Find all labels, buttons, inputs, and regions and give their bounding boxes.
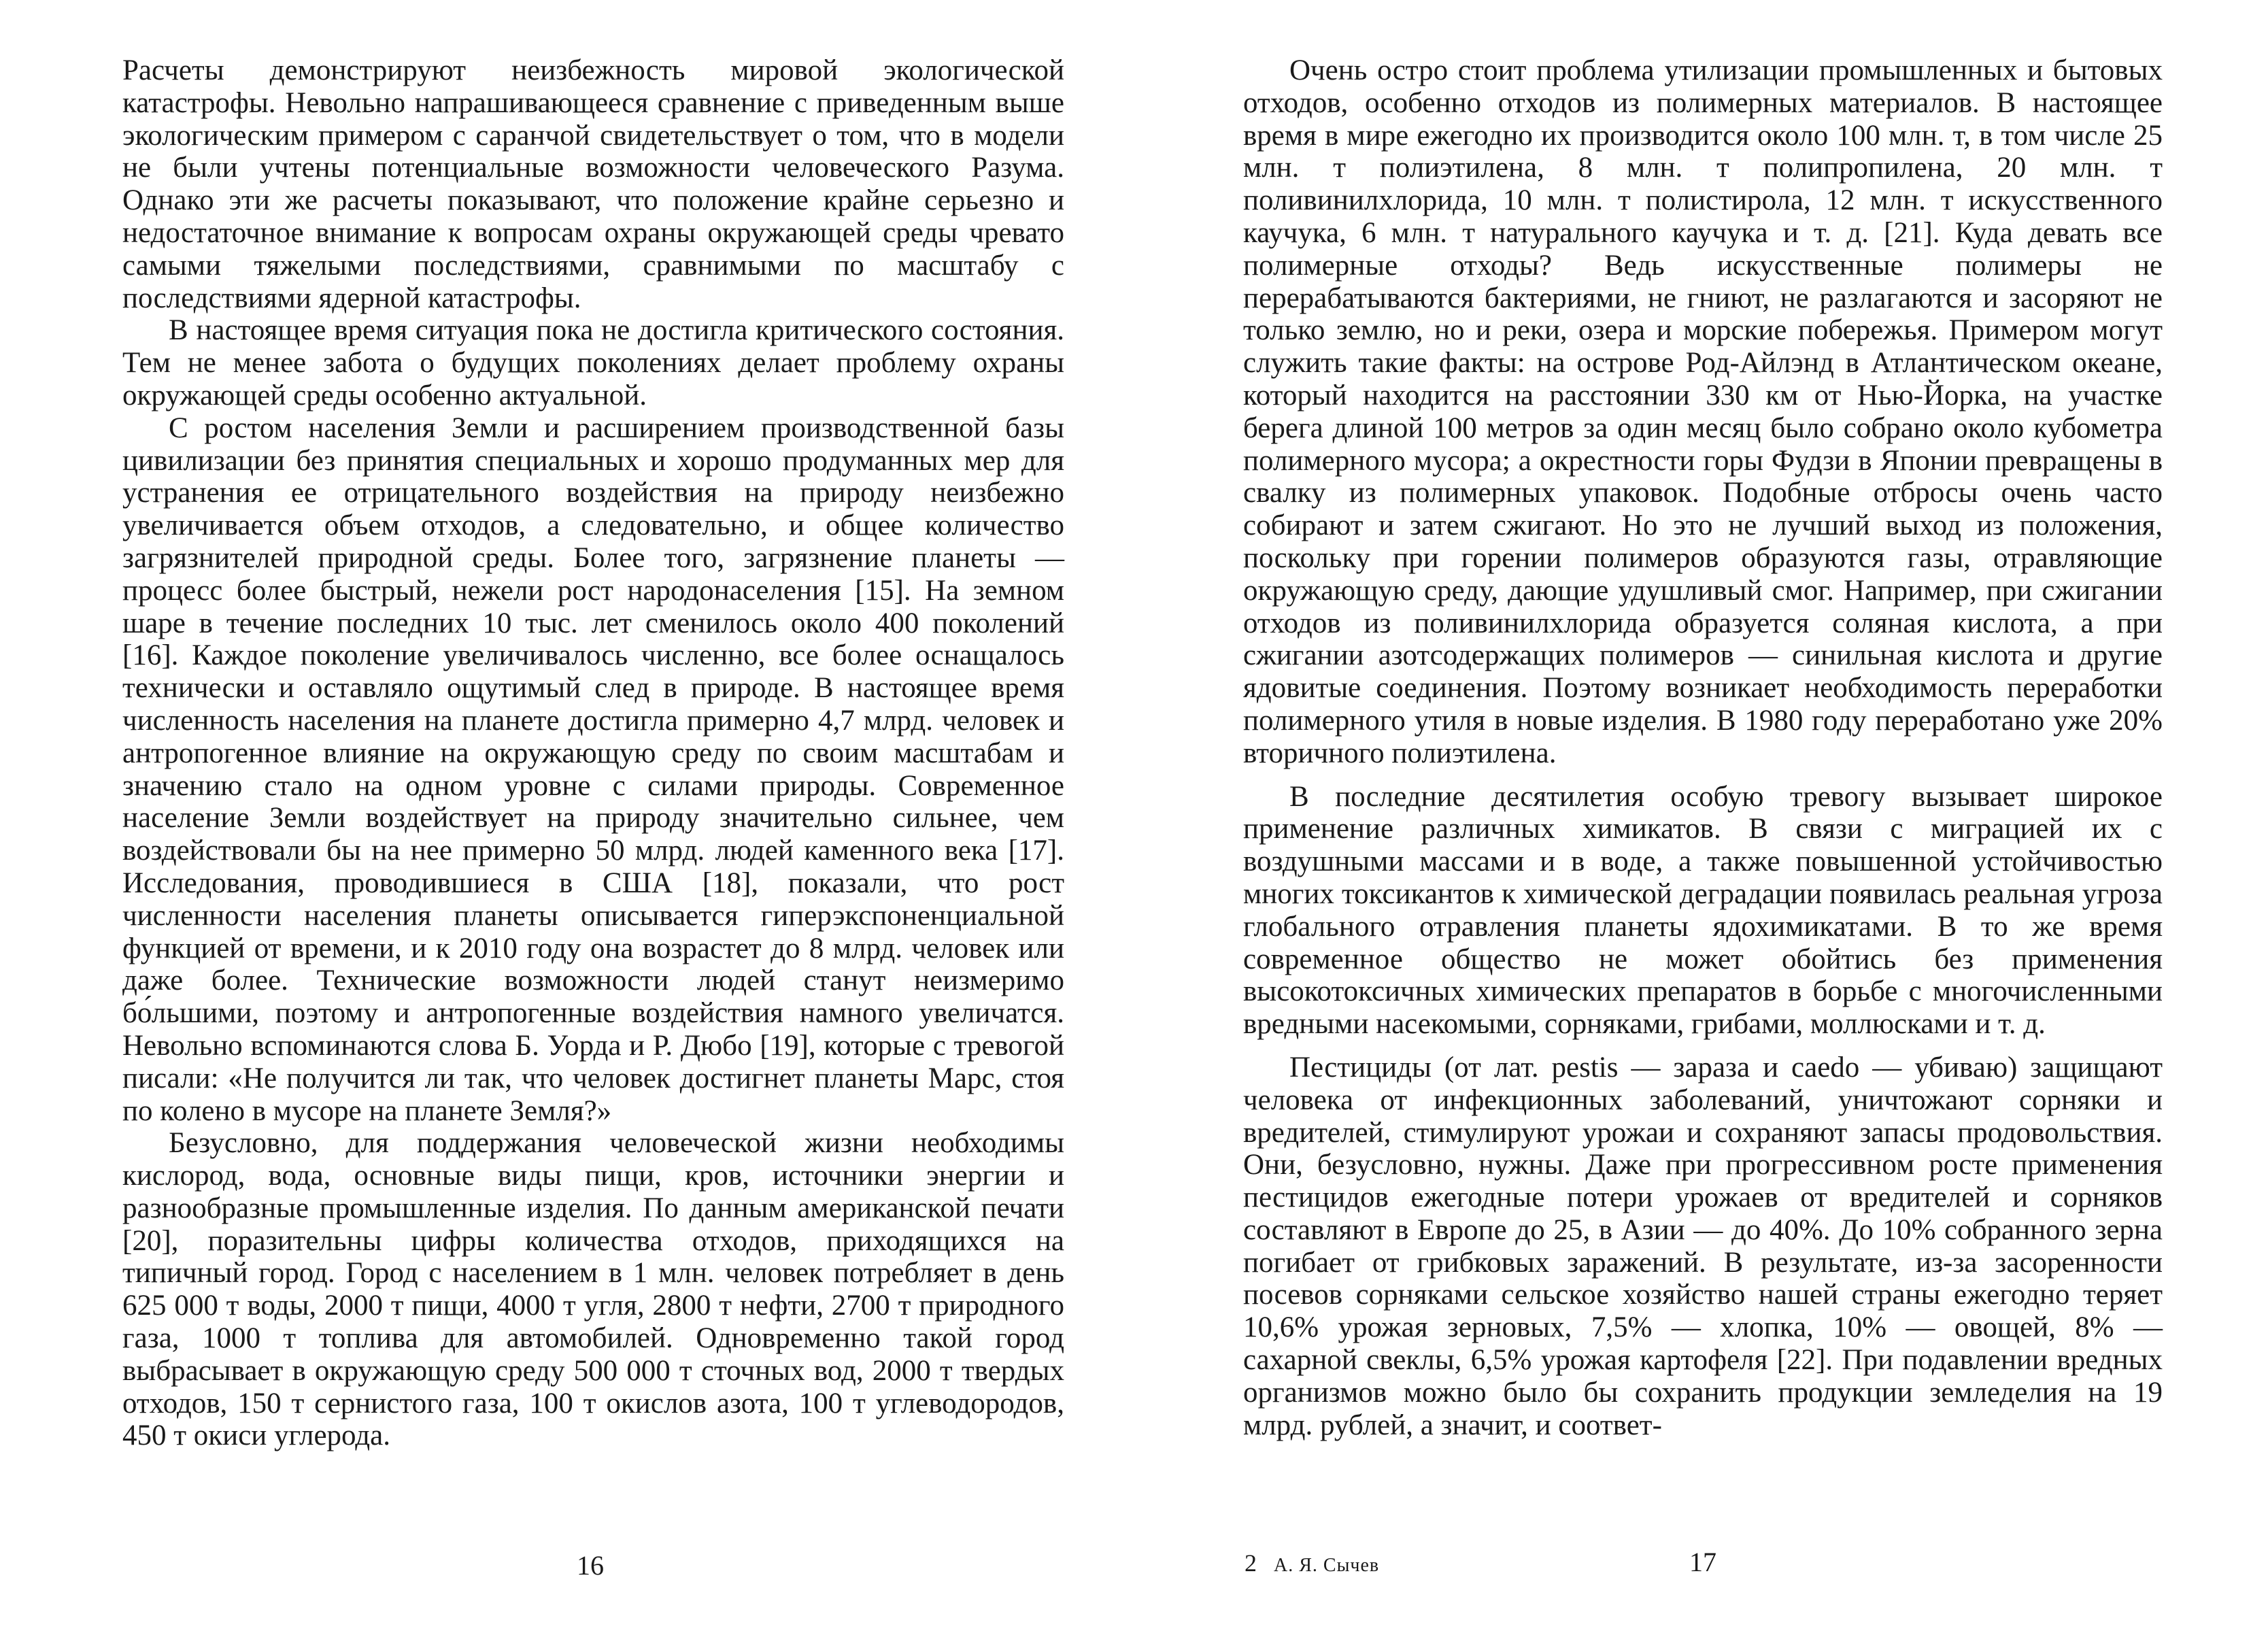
right-page-text	[1243, 54, 2163, 1441]
left-paragraph-2: В настоящее время ситуация пока не достигла критического состояния. Тем не менее забота о будущих поколениях делает проблему охраны окружающей среды особенно актуальной.	[122, 314, 1064, 412]
left-paragraph-4: Безусловно, для поддержания человеческой жизни необходимы кислород, вода, основные виды пищи, кров, источники энергии и разнообразные промышленные изделия. По данным американской печати [20], поразительны цифры количества отходов, приходящихся на типичный город. Город с населением в 1 млн. человек потребляет в день 625 000 т воды, 2000 т пищи, 4000 т угля, 2800 т нефти, 2700 т природного газа, 1000 т топлива для автомобилей. Одновременно такой город выбрасывает в окружающую среду 500 000 т сточных вод, 2000 т твердых отходов, 150 т сернистого газа, 100 т окислов азота, 100 т углеводородов, 450 т окиси углерода.	[122, 1127, 1064, 1452]
right-paragraph-2: В последние десятилетия особую тревогу вызывает широкое применение различных химикатов. В связи с миграцией их с воздушными массами и в воде, а также повышенной устойчивостью многих токсикантов к химической деградации появилась реальная угроза глобального отравления планеты ядохимикатами. В то же время современное общество не может обойтись без применения высокотоксичных химических препаратов в борьбе с многочисленными вредными насекомыми, сорняками, грибами, моллюсками и т. д.	[1243, 780, 2163, 1041]
left-paragraph-1: Расчеты демонстрируют неизбежность мировой экологической катастрофы. Невольно напрашивающееся сравнение с приведенным выше экологическим примером с саранчой свидетельствует о том, что в модели не были учтены потенциальные возможности человеческого Разума. Однако эти же расчеты показывают, что положение крайне серьезно и недостаточное внимание к вопросам охраны окружающей среды чревато самыми тяжелыми последствиями, сравнимыми по масштабу с последствиями ядерной катастрофы.	[122, 54, 1064, 314]
left-paragraph-3: С ростом населения Земли и расширением производственной базы цивилизации без принятия специальных и хорошо продуманных мер для устранения ее отрицательного воздействия на природу неизбежно увеличивается объем отходов, а следовательно, и общее количество загрязнителей природной среды. Более того, загрязнение планеты — процесс более быстрый, нежели рост народонаселения [15]. На земном шаре в течение последних 10 тыс. лет сменилось около 400 поколений [16]. Каждое поколение увеличивалось численно, все более оснащалось технически и оставляло ощутимый след в природе. В настоящее время численность населения на планете достигла примерно 4,7 млрд. человек и антропогенное влияние на окружающую среду по своим масштабам и значению стало на одном уровне с силами природы. Современное население Земли воздействует на природу значительно сильнее, чем воздействовали бы на нее примерно 50 млрд. людей каменного века [17]. Исследования, проводившиеся в США [18], показали, что рост численности населения планеты описывается гиперэкспоненциальной функцией от времени, и к 2010 году она возрастет до 8 млрд. человек или даже более. Технические возможности людей станут неизмеримо бо́льшими, поэтому и антропогенные воздействия намного увеличатся. Невольно вспоминаются слова Б. Уорда и Р. Дюбо [19], которые с тревогой писали: «Не получится ли так, что человек достигнет планеты Марс, стоя по колено в мусоре на планете Земля?»	[122, 412, 1064, 1127]
printer-signature	[1245, 1549, 1379, 1577]
left-page-number: 16	[577, 1550, 604, 1581]
right-paragraph-3: Пестициды (от лат. pestis — зараза и caedo — убиваю) защищают человека от инфекционных заболеваний, уничтожают сорняки и вредителей, стимулируют урожаи и сохраняют запасы продовольствия. Они, безусловно, нужны. Даже при прогрессивном росте применения пестицидов ежегодные потери урожаев от вредителей и сорняков составляют в Европе до 25, в Азии — до 40%. До 10% собранного зерна погибает от грибковых заражений. В результате, из-за засоренности посевов сорняками сельское хозяйство нашей страны ежегодно теряет 10,6% урожая зерновых, 7,5% — хлопка, 10% — овощей, 8% — сахарной свеклы, 6,5% урожая картофеля [22]. При подавлении вредных организмов можно было бы сохранить продукции земледелия на 19 млрд. рублей, а значит, и соответ-	[1243, 1051, 2163, 1441]
right-page-number: 17	[1689, 1547, 1716, 1577]
signature-number: 2	[1245, 1549, 1257, 1577]
left-page-text	[122, 54, 1064, 1452]
right-paragraph-1: Очень остро стоит проблема утилизации промышленных и бытовых отходов, особенно отходов из полимерных материалов. В настоящее время в мире ежегодно их производится около 100 млн. т, в том числе 25 млн. т полиэтилена, 8 млн. т полипропилена, 20 млн. т поливинилхлорида, 10 млн. т полистирола, 12 млн. т искусственного каучука, 6 млн. т натурального каучука и т. д. [21]. Куда девать все полимерные отходы? Ведь искусственные полимеры не перерабатываются бактериями, не гниют, не разлагаются и засоряют не только землю, но и реки, озера и морские побережья. Примером могут служить такие факты: на острове Род-Айлэнд в Атлантическом океане, который находится на расстоянии 330 км от Нью-Йорка, на участке берега длиной 100 метров за один месяц было собрано около кубометра полимерного мусора; а окрестности горы Фудзи в Японии превращены в свалку из полимерных упаковок. Подобные отбросы очень часто собирают и затем сжигают. Но это не лучший выход из положения, поскольку при горении полимеров образуются газы, отравляющие окружающую среду, дающие удушливый смог. Например, при сжигании отходов из поливинилхлорида образуется соляная кислота, а при сжигании азотсодержащих полимеров — синильная кислота и другие ядовитые соединения. Поэтому возникает необходимость переработки полимерного утиля в новые изделия. В 1980 году переработано уже 20% вторичного полиэтилена.	[1243, 54, 2163, 769]
signature-author: А. Я. Сычев	[1274, 1555, 1380, 1576]
